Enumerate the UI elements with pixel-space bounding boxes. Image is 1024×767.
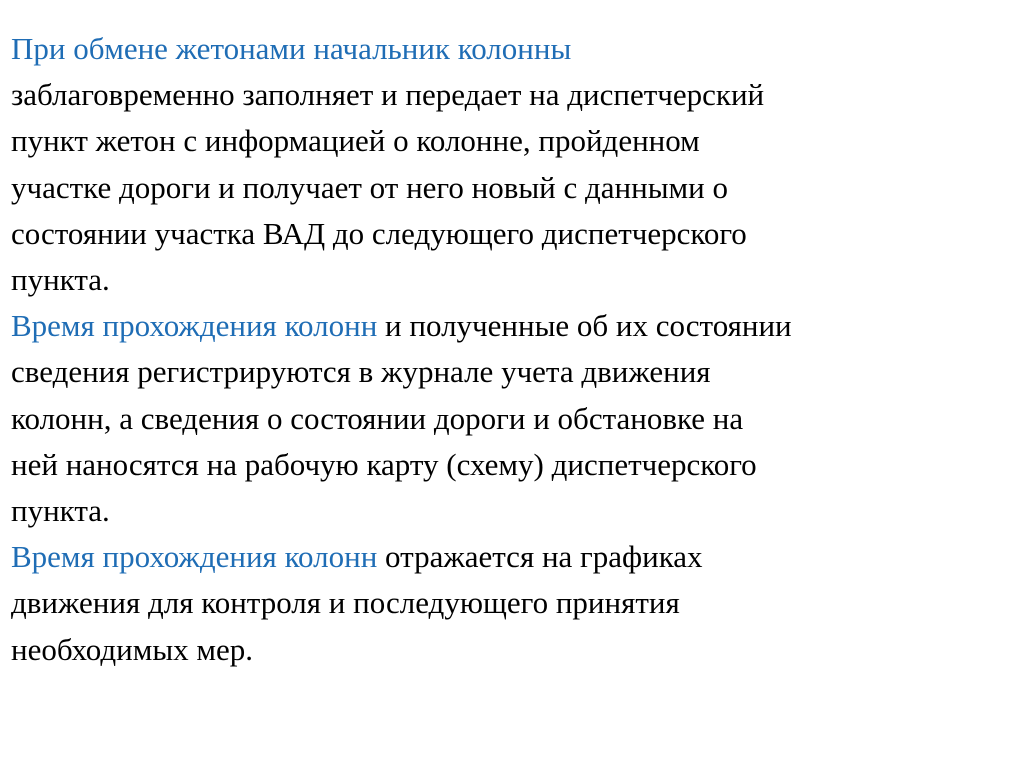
text-line [11,211,1016,257]
line-text: движения для контроля и последующего принятия [11,585,680,621]
text-line [11,165,1016,211]
text-line [11,488,1016,534]
line-text: и полученные об их состоянии [377,308,792,344]
body-text [11,26,1016,673]
text-line [11,534,1016,580]
text-line [11,257,1016,303]
line-text: пункта. [11,262,110,298]
paragraph-token-exchange [11,26,1016,303]
line-text: заблаговременно заполняет и передает на диспетчерский [11,77,765,113]
line-text: необходимых мер. [11,631,254,667]
line-text: участке дороги и получает от него новый с данными о [11,169,729,205]
line-text: состоянии участка ВАД до следующего диспетчерского [11,215,747,251]
text-line [11,442,1016,488]
text-line [11,118,1016,164]
text-line [11,72,1016,118]
text-line [11,303,1016,349]
text-line [11,627,1016,673]
line-text: ней наносятся на рабочую карту (схему) диспетчерского [11,446,757,482]
text-line [11,396,1016,442]
line-text: пункт жетон с информацией о колонне, пройденном [11,123,700,159]
text-line [11,580,1016,626]
paragraph-schedule [11,534,1016,673]
highlighted-phrase: При обмене жетонами начальник колонны [11,31,572,66]
line-text: пункта. [11,493,110,529]
line-text: сведения регистрируются в журнале учета движения [11,354,711,390]
text-line [11,349,1016,395]
paragraph-registration [11,303,1016,534]
highlighted-phrase: Время прохождения колонн [11,539,378,575]
text-line [11,26,1016,72]
line-text: отражается на графиках [377,539,703,575]
highlighted-phrase: Время прохождения колонн [11,308,378,344]
line-text: колонн, а сведения о состоянии дороги и обстановке на [11,400,744,436]
